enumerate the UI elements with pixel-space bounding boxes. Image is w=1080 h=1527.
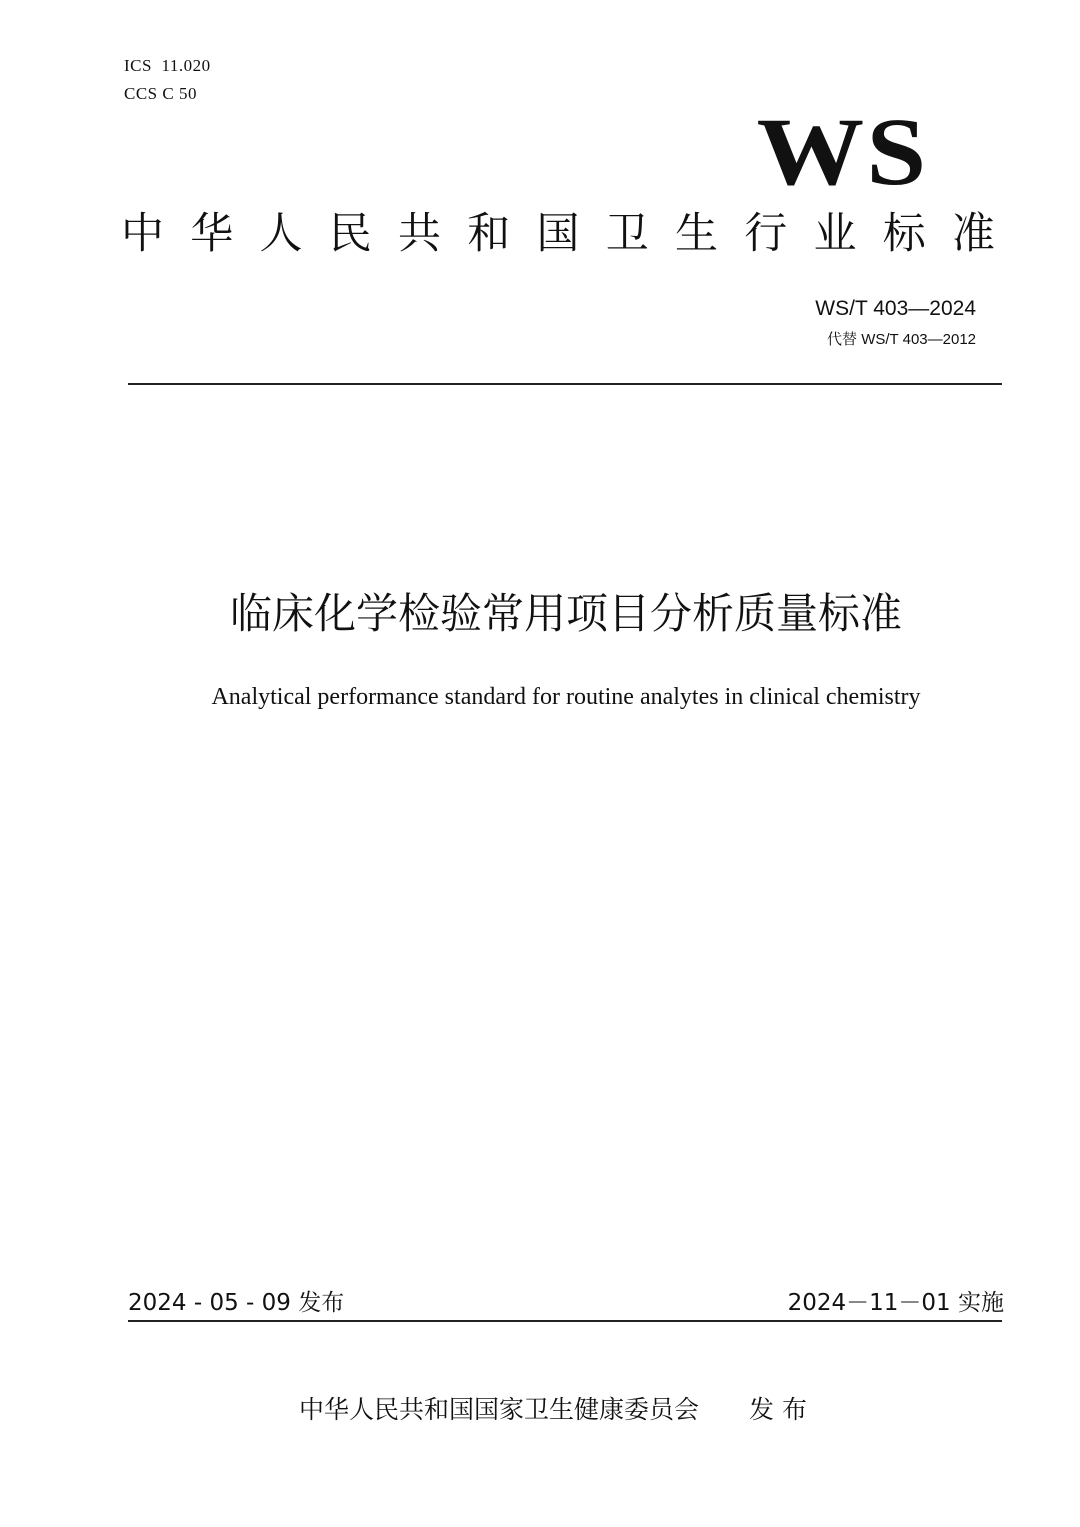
org-heading-char: 和 bbox=[467, 209, 511, 259]
org-heading-char: 民 bbox=[328, 209, 372, 259]
replaces-standard: 代替 WS/T 403—2012 bbox=[827, 331, 976, 348]
ws-logo: WS bbox=[756, 98, 928, 205]
org-heading-char: 人 bbox=[259, 209, 303, 259]
ccs-code: CCS C 50 bbox=[124, 84, 197, 103]
standard-number-block bbox=[815, 294, 976, 352]
publisher-name: 中华人民共和国国家卫生健康委员会 bbox=[299, 1395, 700, 1424]
org-heading-char: 业 bbox=[813, 209, 857, 259]
top-divider bbox=[128, 383, 1002, 385]
standard-number: WS/T 403—2024 bbox=[815, 297, 976, 320]
org-heading-char: 卫 bbox=[605, 209, 649, 259]
publish-label: 发 布 bbox=[749, 1395, 807, 1424]
org-heading-char: 行 bbox=[744, 209, 788, 259]
document-title-en: Analytical performance standard for routine analytes in clinical chemistry bbox=[211, 684, 921, 710]
publisher-line bbox=[13, 1393, 1080, 1427]
org-heading-char: 中 bbox=[121, 209, 164, 259]
org-heading-char: 准 bbox=[952, 209, 995, 259]
classification-codes bbox=[124, 52, 211, 108]
ics-code: ICS 11.020 bbox=[124, 56, 211, 75]
org-heading-char: 标 bbox=[882, 209, 926, 259]
org-heading-char: 国 bbox=[536, 209, 580, 259]
document-title-zh: 临床化学检验常用项目分析质量标准 bbox=[229, 589, 902, 638]
org-heading-char: 华 bbox=[190, 209, 234, 259]
org-heading bbox=[121, 204, 995, 264]
org-heading-char: 共 bbox=[398, 209, 441, 259]
bottom-divider bbox=[128, 1320, 1002, 1322]
issue-date: 2024 - 05 - 09 发布 bbox=[128, 1290, 345, 1316]
implement-date: 2024－11－01 实施 bbox=[787, 1290, 1004, 1316]
org-heading-char: 生 bbox=[675, 209, 718, 259]
